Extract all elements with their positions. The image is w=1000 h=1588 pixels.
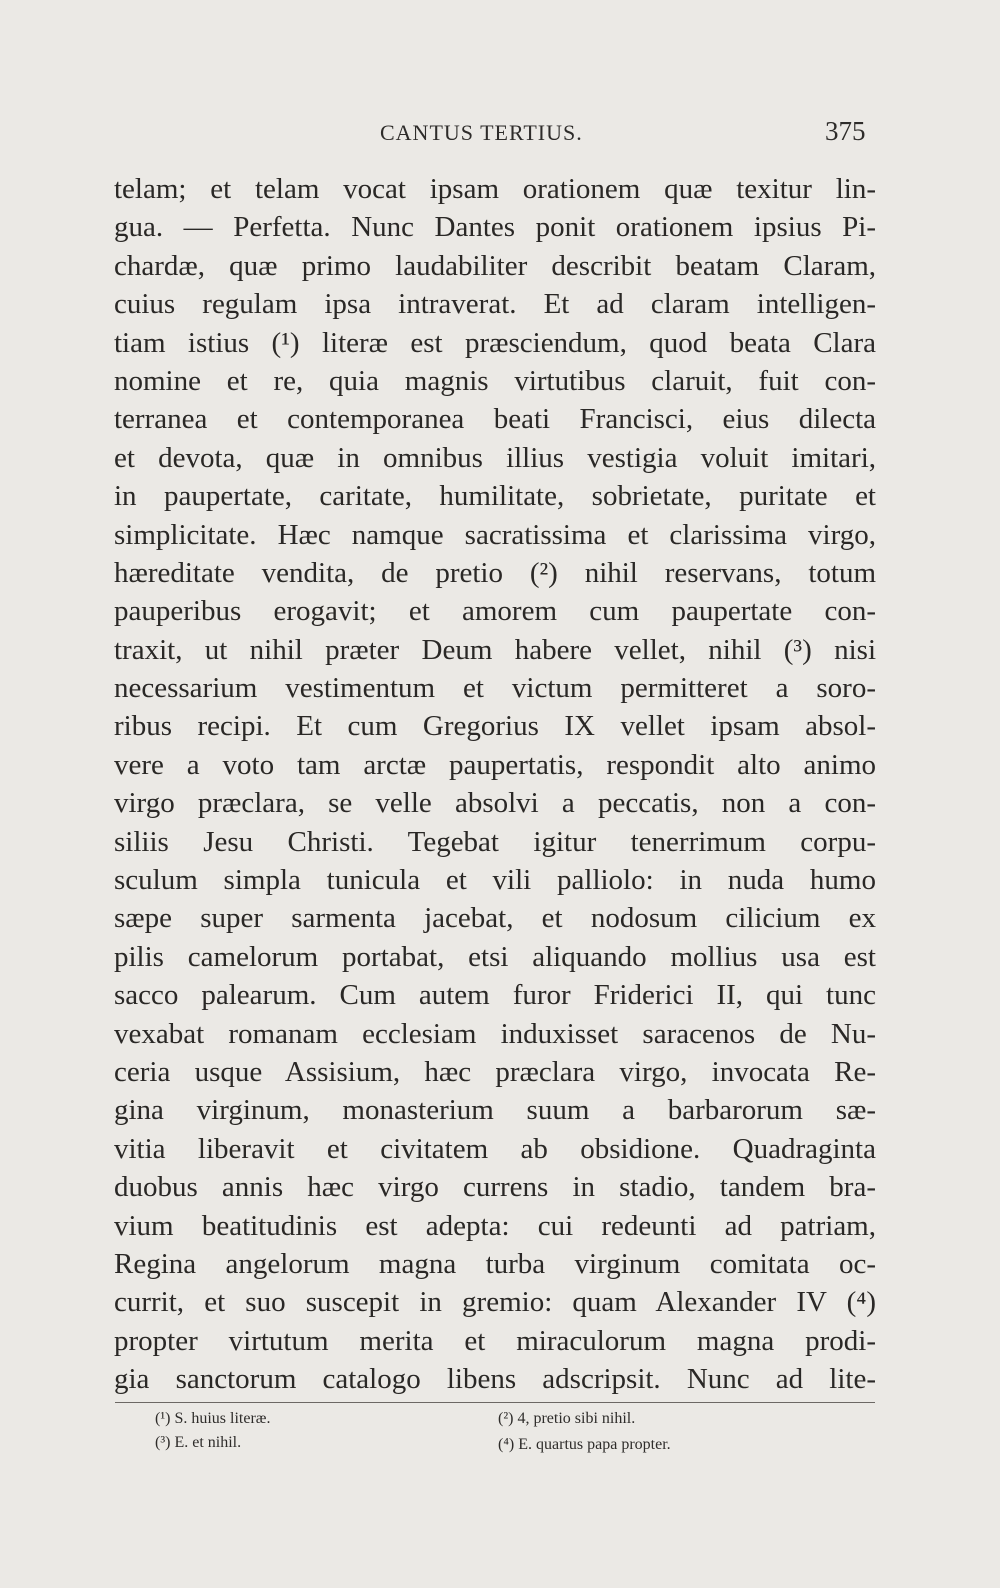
text-line-2: gua. — Perfetta. Nunc Dantes ponit orationem ipsius Pi-: [114, 211, 876, 244]
text-line-15: ribus recipi. Et cum Gregorius IX vellet ipsam absol-: [114, 710, 876, 743]
text-line-29: Regina angelorum magna turba virginum comitata oc-: [114, 1247, 876, 1280]
text-line-5: tiam istius (¹) literæ est præsciendum, quod beata Clara: [114, 326, 876, 359]
text-line-25: gina virginum, monasterium suum a barbarorum sæ-: [114, 1094, 876, 1127]
text-line-12: pauperibus erogavit; et amorem cum paupertate con-: [114, 595, 876, 628]
footnote-1: (¹) S. huius literæ.: [155, 1410, 271, 1427]
text-line-26: vitia liberavit et civitatem ab obsidione. Quadraginta: [114, 1132, 876, 1165]
body-text: [114, 170, 876, 1399]
text-line-17: virgo præclara, se velle absolvi a peccatis, non a con-: [114, 787, 876, 820]
text-line-32: gia sanctorum catalogo libens adscripsit. Nunc ad lite-: [114, 1363, 876, 1396]
page-number: 375: [825, 116, 866, 146]
text-line-7: terranea et contemporanea beati Francisci, eius dilecta: [114, 403, 876, 436]
text-line-23: vexabat romanam ecclesiam induxisset saracenos de Nu-: [114, 1017, 876, 1050]
text-line-24: ceria usque Assisium, hæc præclara virgo, invocata Re-: [114, 1055, 876, 1088]
footnote-rule: [115, 1402, 875, 1403]
text-line-13: traxit, ut nihil præter Deum habere vellet, nihil (³) nisi: [114, 633, 876, 666]
text-line-1: telam; et telam vocat ipsam orationem quæ texitur lin-: [114, 173, 876, 205]
footnote-3: (³) E. et nihil.: [155, 1434, 242, 1451]
text-line-10: simplicitate. Hæc namque sacratissima et clarissima virgo,: [114, 518, 876, 551]
text-line-21: pilis camelorum portabat, etsi aliquando mollius usa est: [114, 940, 876, 973]
text-line-3: chardæ, quæ primo laudabiliter describit beatam Claram,: [114, 249, 876, 282]
text-line-31: propter virtutum merita et miraculorum magna prodi-: [114, 1324, 876, 1357]
footnote-2: (²) 4, pretio sibi nihil.: [498, 1410, 636, 1427]
text-line-8: et devota, quæ in omnibus illius vestigia voluit imitari,: [114, 441, 876, 474]
text-line-6: nomine et re, quia magnis virtutibus claruit, fuit con-: [114, 364, 876, 397]
text-line-20: sæpe super sarmenta jacebat, et nodosum cilicium ex: [114, 902, 876, 935]
footnote-4: (⁴) E. quartus papa propter.: [498, 1436, 671, 1453]
text-line-22: sacco palearum. Cum autem furor Friderici II, qui tunc: [114, 979, 876, 1012]
text-line-9: in paupertate, caritate, humilitate, sobrietate, puritate et: [114, 480, 876, 513]
text-line-16: vere a voto tam arctæ paupertatis, respondit alto animo: [114, 748, 876, 781]
running-title: CANTUS TERTIUS.: [380, 120, 583, 145]
text-line-14: necessarium vestimentum et victum permitteret a soro-: [114, 672, 876, 705]
text-line-11: hæreditate vendita, de pretio (²) nihil reservans, totum: [114, 556, 876, 589]
text-line-4: cuius regulam ipsa intraverat. Et ad claram intelligen-: [114, 288, 876, 321]
text-line-19: sculum simpla tunicula et vili palliolo: in nuda humo: [114, 864, 876, 897]
text-line-30: currit, et suo suscepit in gremio: quam Alexander IV (⁴): [114, 1286, 876, 1319]
text-line-18: siliis Jesu Christi. Tegebat igitur tenerrimum corpu-: [114, 825, 876, 858]
text-line-27: duobus annis hæc virgo currens in stadio, tandem bra-: [114, 1171, 876, 1204]
text-line-28: vium beatitudinis est adepta: cui redeunti ad patriam,: [114, 1209, 876, 1242]
